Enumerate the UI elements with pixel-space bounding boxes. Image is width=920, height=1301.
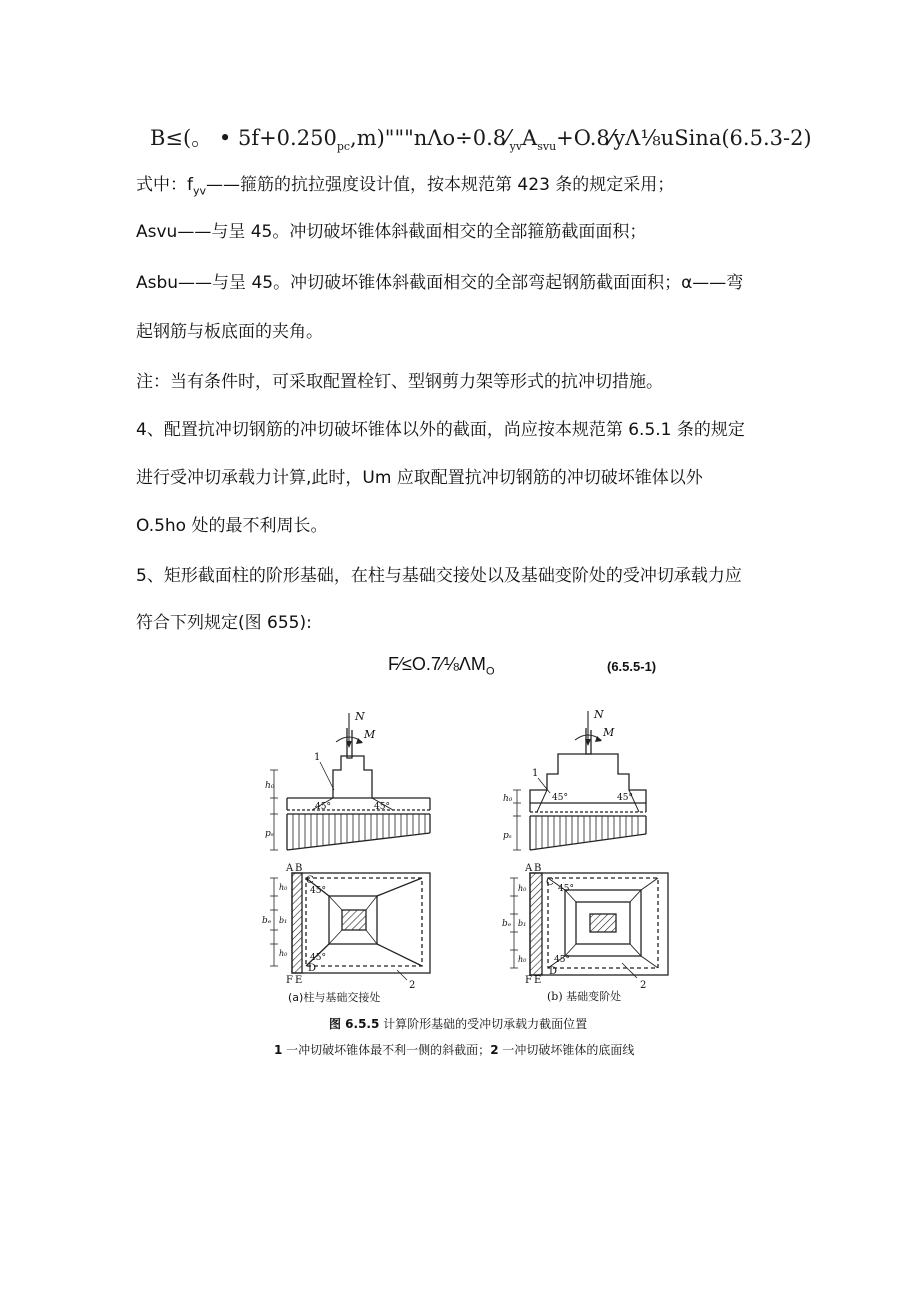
angle-b-left: 45° [552, 793, 568, 803]
text-line-item5-b: 符合下列规定(图 655): [136, 613, 312, 633]
angle-a-right: 45° [374, 802, 390, 812]
angle-b-right: 45° [617, 793, 633, 803]
angle-a-plan-bottom: 45° [310, 953, 326, 963]
text-line-fyv: 式中：$f_{yv}——$箍筋的抗拉强度设计值，按本规范第 423 条的规定采用； [136, 175, 675, 198]
figure-legend: 1 一冲切破坏锥体最不利一侧的斜截面；2 一冲切破坏锥体的底面线 [274, 1043, 635, 1057]
label-b1-a: b₁ [279, 916, 288, 925]
equation-number: (6.5.5-1) [607, 659, 657, 674]
text-line-note: 注：当有条件时，可采取配置栓钉、型钢剪力架等形式的抗冲切措施。 [136, 372, 663, 392]
label-N-a: N [355, 710, 365, 723]
formula-6-5-5-1: $F⁄\le O.7⁄\frac{1}{8}\Lambda M_O$ [388, 654, 495, 678]
label-B-a: B [295, 863, 303, 874]
label-1-a: 1 [314, 752, 321, 763]
label-h0-a-plan-top: h₀ [279, 883, 288, 892]
label-1-b: 1 [532, 768, 539, 779]
angle-a-left: 45° [315, 802, 331, 812]
figure-punching-shear-diagram [262, 708, 672, 1008]
text-line-item4-c: O.5ho 处的最不利周长。 [136, 516, 328, 536]
label-F-a: F [286, 975, 293, 986]
text-line-item4-b: 进行受冲切承载力计算,此时，Um 应取配置抗冲切钢筋的冲切破坏锥体以外 [136, 468, 703, 488]
text-line-item4-a: 4、配置抗冲切钢筋的冲切破坏锥体以外的截面，尚应按本规范第 6.5.1 条的规定 [136, 420, 745, 440]
angle-b-plan-bottom: 45° [554, 955, 570, 965]
text-line-angle: 起钢筋与板底面的夹角。 [136, 322, 323, 342]
label-D-a: D [308, 963, 317, 974]
label-C-a: C [306, 875, 314, 886]
panel-b-elevation [513, 711, 646, 850]
label-ps-b: pₛ [503, 831, 512, 841]
subcaption-a: (a)柱与基础交接处 [288, 991, 381, 1004]
panel-a-plan [270, 873, 430, 980]
label-2-b: 2 [640, 980, 647, 991]
label-M-b: M [603, 726, 615, 739]
label-C-b: C [546, 877, 554, 888]
text-line-item5-a: 5、矩形截面柱的阶形基础，在柱与基础交接处以及基础变阶处的受冲切承载力应 [136, 566, 742, 586]
label-E-b: E [534, 975, 542, 986]
formula-6-5-3-2: B≤(。 • $5f+0.250_{pc},m)"""n\Lambda o\div 0.8⁄_{yv}A_{svu}+O.8⁄y\Lambda\frac{1}{8}uSina(6.5.3-2)$ [150, 126, 812, 154]
label-h0-a: h₀ [265, 781, 275, 791]
label-bc-b: bₑ [502, 919, 512, 929]
label-A-a: A [286, 863, 294, 874]
label-E-a: E [295, 975, 303, 986]
panel-a-elevation [270, 713, 430, 850]
label-N-b: N [594, 708, 604, 721]
label-b1-b: b₁ [518, 919, 527, 928]
label-D-b: D [549, 966, 558, 977]
label-h0-b-plan-bottom: h₀ [518, 955, 527, 964]
label-A-b: A [525, 863, 533, 874]
label-ps-a: pₛ [265, 829, 274, 839]
label-F-b: F [525, 975, 532, 986]
angle-b-plan-top: 45° [558, 884, 574, 894]
text-line-asvu: Asvu——与呈 45。冲切破坏锥体斜截面相交的全部箍筋截面面积； [136, 222, 647, 242]
label-h0-b: h₀ [503, 794, 513, 804]
label-M-a: M [364, 728, 376, 741]
figure-caption: 图 6.5.5 计算阶形基础的受冲切承载力截面位置 [329, 1017, 588, 1031]
angle-a-plan-top: 45° [310, 886, 326, 896]
label-h0-b-plan-top: h₀ [518, 884, 527, 893]
panel-b-plan [510, 873, 668, 978]
label-B-b: B [534, 863, 542, 874]
text-line-asbu: Asbu——与呈 45。冲切破坏锥体斜截面相交的全部弯起钢筋截面面积；α——弯 [136, 273, 744, 293]
label-h0-a-plan-bottom: h₀ [279, 949, 288, 958]
label-bc-a: bₑ [262, 916, 272, 926]
label-2-a: 2 [409, 980, 416, 991]
subcaption-b: (b) 基础变阶处 [547, 990, 622, 1003]
